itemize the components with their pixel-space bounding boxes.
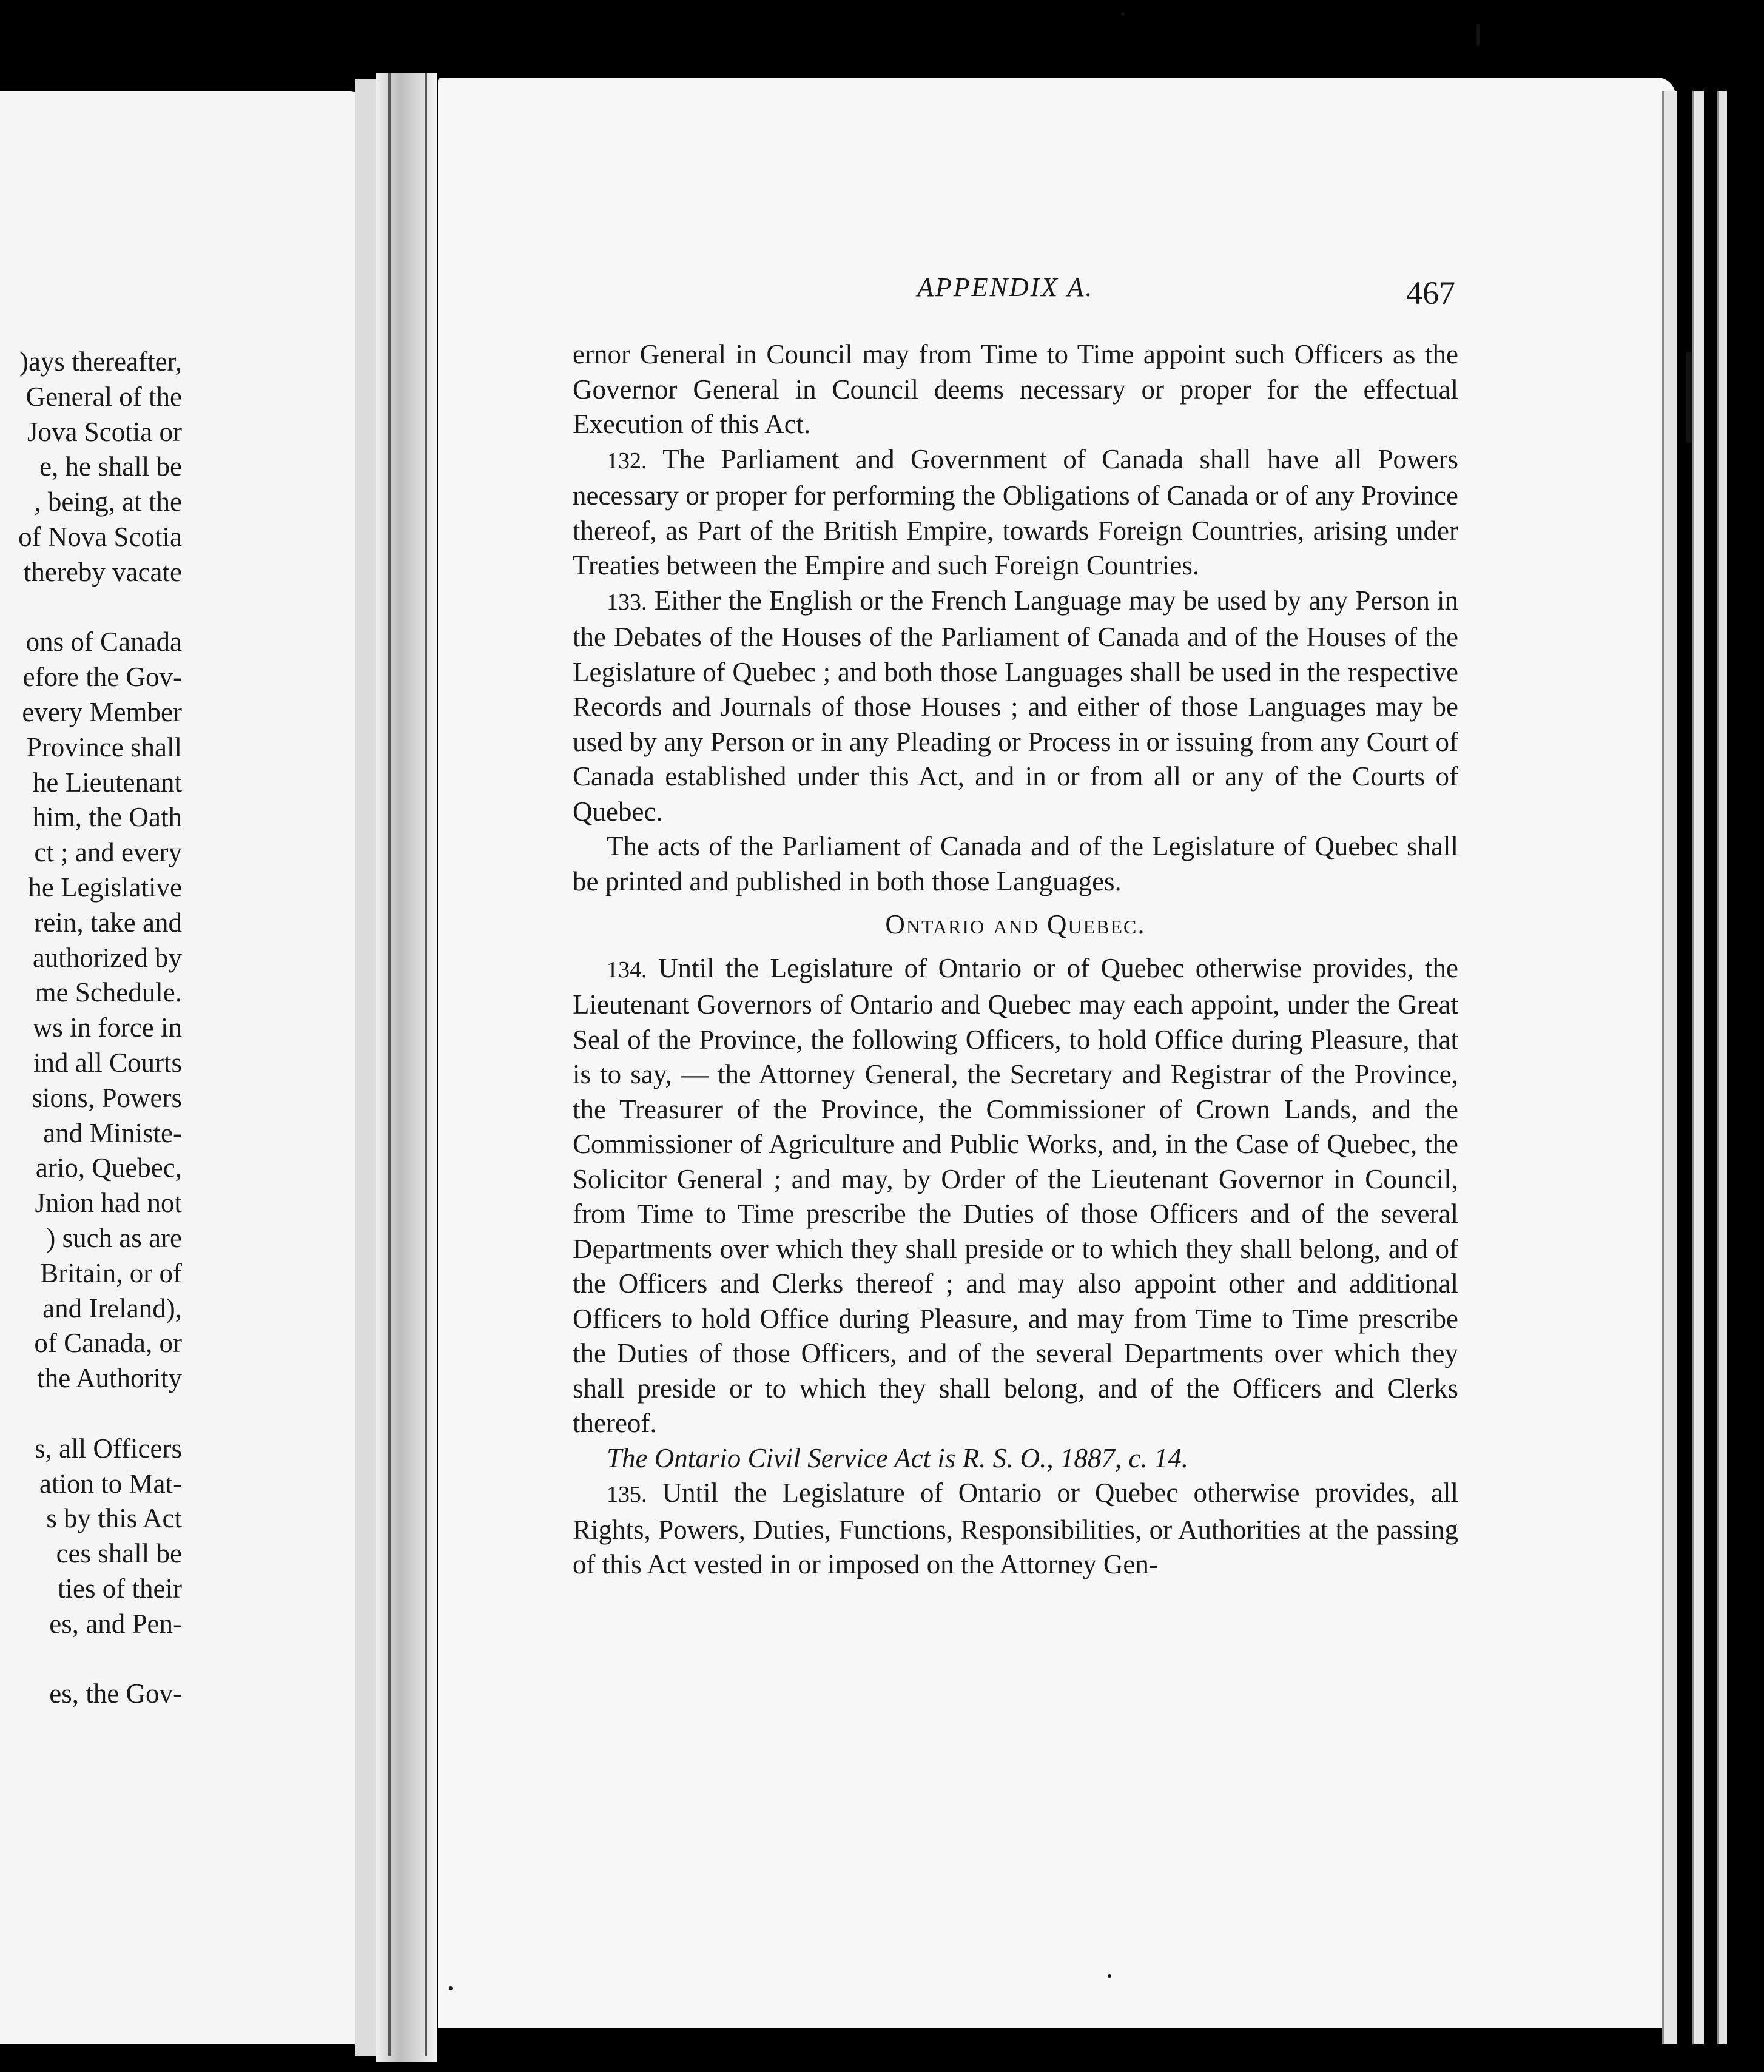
- left-page-line: [0, 1396, 182, 1431]
- left-page-line: [0, 1641, 182, 1677]
- section-134: [573, 951, 1458, 1441]
- section-text: Until the Legislature of Ontario or of Quebec otherwise provides, the Lieutenant Governors of Ontario and Quebec may each appoint, under the Great Seal of the Province, the following Officers, to hold Office during Pleasure, that is to say, — the Attorney General, the Secretary and Registrar of the Province, the Treasurer of the Province, the Commissioner of Crown Lands, and the Commissioner of Agriculture and Public Works, and, in the Case of Quebec, the Solicitor General ; and may, by Order of the Lieutenant Governor in Council, from Time to Time prescribe the Duties of those Officers and of the several Departments over which they shall preside or to which they shall belong, and of the Officers and Clerks thereof ; and may also appoint other and additional Officers to hold Office during Pleasure, and may from Time to Time prescribe the Duties of those Officers, and of the several Departments over which they shall preside or to which they shall belong, and of the Officers and Clerks thereof.: [573, 952, 1459, 1438]
- left-page-line: he Legislative: [28, 872, 182, 903]
- scan-artifact-mark: [1686, 352, 1692, 443]
- section-heading: Ontario and Quebec.: [885, 909, 1146, 940]
- left-page-line: ) such as are: [46, 1222, 182, 1253]
- section-text: Until the Legislature of Ontario or Quebec otherwise provides, all Rights, Powers, Duties, Functions, Responsibilities, or Authorities at the passing of this Act vested in or imposed on the Attorney Gen-: [573, 1478, 1459, 1579]
- left-page-line: ties of their: [58, 1573, 182, 1604]
- left-page-line: , being, at the: [34, 486, 182, 517]
- left-page-text: [0, 345, 182, 1712]
- left-page-line: es, and Pen-: [49, 1608, 182, 1639]
- left-page-line: of Canada, or: [34, 1328, 182, 1359]
- left-page-line: es, the Gov-: [49, 1678, 182, 1709]
- left-page-line: )ays thereafter,: [19, 346, 182, 377]
- left-page-line: Province shall: [26, 732, 182, 762]
- left-page-line: thereby vacate: [23, 556, 182, 587]
- section-number: 135.: [607, 1482, 647, 1507]
- section-text: Either the English or the French Language may be used by any Person in the Debates of the Houses of the Parliament of Canada and of the Houses of the Legislature of Quebec ; and both those Languages shall be used in the respective Records and Journals of those Houses ; and either of those Languages may be used by any Person or in any Pleading or Process in or issuing from any Court of Canada established under this Act, and in or from all or any of the Courts of Quebec.: [573, 585, 1458, 827]
- scan-artifact-dot: [449, 1986, 453, 1990]
- left-page-line: ons of Canada: [25, 627, 182, 658]
- left-page-line: him, the Oath: [32, 802, 182, 833]
- left-page-line: of Nova Scotia: [18, 521, 182, 552]
- left-page-line: ario, Quebec,: [35, 1152, 182, 1183]
- left-page: [0, 91, 358, 2044]
- book-spine: [376, 73, 437, 2062]
- section-number: 134.: [607, 957, 647, 983]
- section-135: [573, 1476, 1458, 1583]
- left-page-line: Jnion had not: [35, 1188, 182, 1219]
- left-page-line: s by this Act: [46, 1503, 182, 1534]
- page-edge: [1692, 91, 1704, 2044]
- section-132: [573, 442, 1458, 584]
- left-page-line: and Ireland),: [42, 1293, 182, 1324]
- left-page-line: ces shall be: [56, 1538, 182, 1569]
- page-edge: [1717, 91, 1727, 2044]
- left-page-line: Britain, or of: [40, 1257, 182, 1288]
- left-page-line: e, he shall be: [39, 451, 182, 482]
- left-page-line: ws in force in: [32, 1012, 182, 1043]
- page-edge: [1662, 91, 1677, 2044]
- left-page-line: Jova Scotia or: [27, 416, 182, 447]
- section-text: The Parliament and Government of Canada shall have all Powers necessary or proper for performing the Obligations of Canada or of any Province thereof, as Part of the British Empire, towards Foreign Countries, arising under Treaties between the Empire and such Foreign Countries.: [573, 443, 1459, 580]
- section-number: 132.: [607, 448, 647, 474]
- section-133: [573, 584, 1458, 830]
- acts-note: The acts of the Parliament of Canada and of the Legislature of Quebec shall be printed and published in both those Languages.: [573, 831, 1458, 896]
- left-page-line: the Authority: [37, 1363, 182, 1394]
- left-page-line: s, all Officers: [35, 1433, 182, 1464]
- page-body: [573, 337, 1458, 1583]
- left-page-line: rein, take and: [34, 907, 182, 938]
- page-number: 467: [1406, 275, 1455, 311]
- left-page-line: and Ministe-: [43, 1117, 182, 1148]
- left-page-line: every Member: [22, 696, 182, 727]
- left-page-line: me Schedule.: [35, 977, 182, 1008]
- scan-artifact-dot: [1121, 12, 1125, 16]
- left-page-line: ation to Mat-: [39, 1468, 182, 1499]
- running-header: APPENDIX A.: [917, 272, 1094, 302]
- left-page-line: he Lieutenant: [32, 767, 182, 798]
- scan-artifact-dot: [1108, 1974, 1111, 1978]
- left-page-line: ind all Courts: [33, 1047, 182, 1078]
- spine-crease-line: [425, 73, 427, 2056]
- scan-artifact-mark: [1476, 24, 1480, 46]
- left-page-line: General of the: [25, 381, 182, 412]
- spine-crease-line: [388, 73, 391, 2056]
- left-page-line: sions, Powers: [32, 1082, 182, 1113]
- left-page-line: authorized by: [32, 942, 182, 973]
- section-number: 133.: [607, 589, 647, 615]
- left-page-line: [0, 590, 182, 625]
- continued-paragraph: ernor General in Council may from Time to Time appoint such Officers as the Governor General in Council deems necessary or proper for the effectual Execution of this Act.: [573, 339, 1458, 439]
- left-page-line: efore the Gov-: [22, 662, 182, 693]
- left-page-line: ct ; and every: [34, 837, 182, 868]
- statute-citation: The Ontario Civil Service Act is R. S. O., 1887, c. 14.: [607, 1442, 1189, 1473]
